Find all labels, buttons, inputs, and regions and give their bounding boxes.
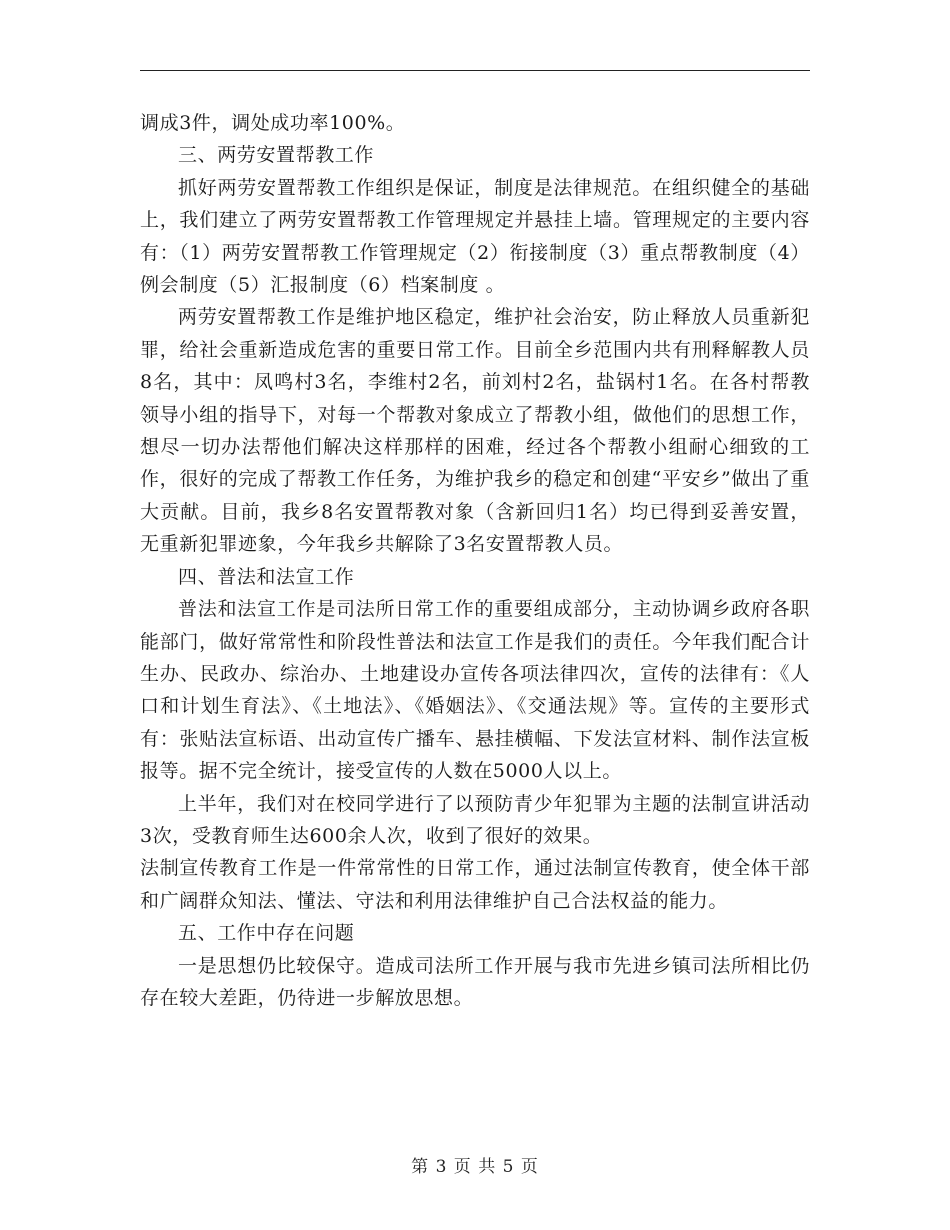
section-heading: 五、工作中存在问题 (178, 922, 355, 945)
paragraph: 两劳安置帮教工作是维护地区稳定，维护社会治安，防止释放人员重新犯罪，给社会重新造成危害的重要日常工作。目前全乡范围内共有刑释解教人员8名，其中：凤鸣村3名，李维村2名，前刘村2名，盐锅村1名。在各村帮教领导小组的指导下，对每一个帮教对象成立了帮教小组，做他们的思想工作，想尽一切办法帮他们解决这样那样的困难，经过各个帮教小组耐心细致的工作，很好的完成了帮教工作任务，为维护我乡的稳定和创建“平安乡”做出了重大贡献。目前，我乡8名安置帮教对象（含新回归1名）均已得到妥善安置，无重新犯罪迹象，今年我乡共解除了3名安置帮教人员。 (140, 306, 810, 556)
section-heading: 四、普法和法宣工作 (178, 565, 355, 588)
section-heading: 三、两劳安置帮教工作 (178, 144, 375, 167)
document-body (140, 107, 810, 1014)
paragraph: 抓好两劳安置帮教工作组织是保证，制度是法律规范。在组织健全的基础上，我们建立了两劳安置帮教工作管理规定并悬挂上墙。管理规定的主要内容有：（1）两劳安置帮教工作管理规定（2）衔接制度（3）重点帮教制度（4）例会制度（5）汇报制度（6）档案制度 。 (140, 176, 810, 297)
page-footer: 第 3 页 共 5 页 (411, 1157, 539, 1177)
paragraph: 法制宣传教育工作是一件常常性的日常工作，通过法制宣传教育，使全体干部和广阔群众知法、懂法、守法和利用法律维护自己合法权益的能力。 (140, 857, 810, 912)
paragraph: 上半年，我们对在校同学进行了以预防青少年犯罪为主题的法制宣讲活动3次，受教育师生达600余人次，收到了很好的效果。 (140, 792, 810, 847)
paragraph: 调成3件，调处成功率100%。 (140, 112, 406, 134)
paragraph: 普法和法宣工作是司法所日常工作的重要组成部分，主动协调乡政府各职能部门，做好常常性和阶段性普法和法宣工作是我们的责任。今年我们配合计生办、民政办、综治办、土地建设办宣传各项法律四次，宣传的法律有：《人口和计划生育法》、《土地法》、《婚姻法》、《交通法规》等。宣传的主要形式有：张贴法宣标语、出动宣传广播车、悬挂横幅、下发法宣材料、制作法宣板报等。据不完全统计，接受宣传的人数在5000人以上。 (140, 598, 810, 783)
paragraph: 一是思想仍比较保守。造成司法所工作开展与我市先进乡镇司法所相比仍存在较大差距，仍待进一步解放思想。 (140, 954, 810, 1009)
header-rule (140, 70, 810, 71)
